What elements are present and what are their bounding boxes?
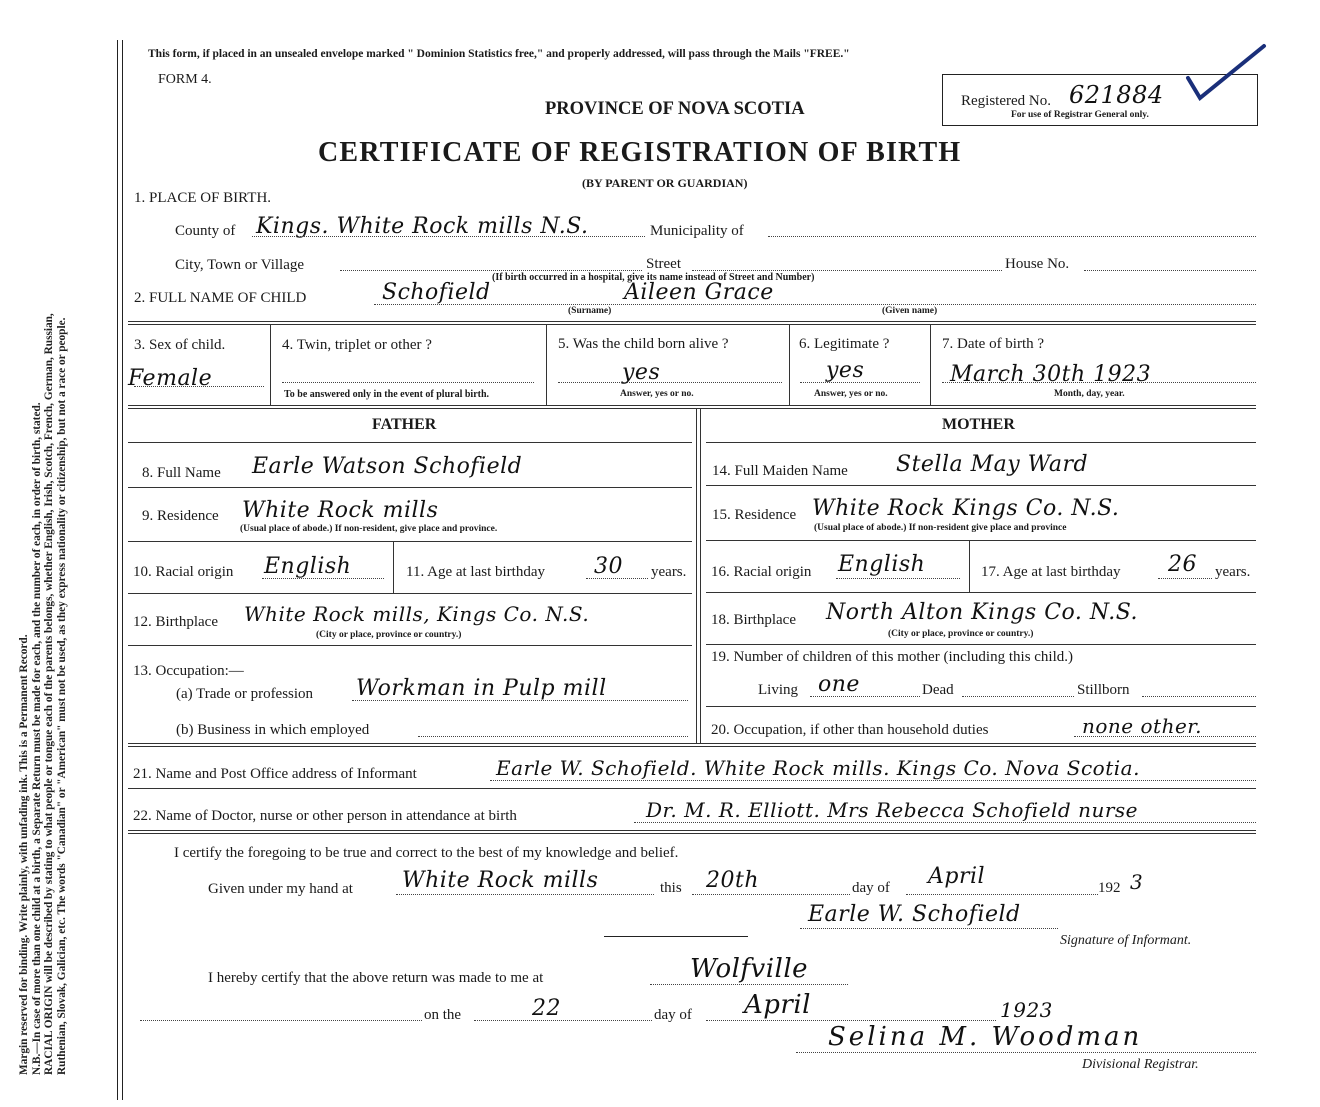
- trade-label: (a) Trade or profession: [176, 686, 314, 702]
- legitimate-value: yes: [826, 358, 865, 383]
- registrar-statement: I hereby certify that the above return was made to me at: [208, 970, 544, 986]
- father-birthplace-note: (City or place, province or country.): [316, 630, 462, 640]
- father-age-years: years.: [651, 564, 687, 580]
- mother-occupation-value: none other.: [1082, 714, 1203, 738]
- registrar-day: 22: [532, 996, 561, 1021]
- trade-value: Workman in Pulp mill: [356, 676, 607, 701]
- given-year: 3: [1130, 870, 1144, 894]
- mother-age-years: years.: [1215, 564, 1251, 580]
- signature-caption: Signature of Informant.: [1060, 933, 1192, 948]
- child-surname: Schofield: [382, 280, 491, 305]
- mother-racial-label: 16. Racial origin: [711, 564, 812, 580]
- document-subtitle: (BY PARENT OR GUARDIAN): [582, 176, 748, 190]
- mother-heading: MOTHER: [942, 416, 1015, 433]
- father-residence-note: (Usual place of abode.) If non-resident, give place and province.: [240, 524, 498, 534]
- informant-value: Earle W. Schofield. White Rock mills. Kings Co. Nova Scotia.: [496, 756, 1140, 780]
- legitimate-note: Answer, yes or no.: [814, 389, 888, 399]
- informant-signature: Earle W. Schofield: [808, 902, 1021, 927]
- municipality-label: Municipality of: [650, 223, 744, 239]
- surname-caption: (Surname): [568, 306, 612, 316]
- county-value: Kings. White Rock mills N.S.: [256, 214, 589, 239]
- father-birthplace-label: 12. Birthplace: [133, 614, 218, 630]
- place-of-birth-heading: 1. PLACE OF BIRTH.: [134, 190, 272, 206]
- registrar-year: 1923: [1000, 998, 1053, 1022]
- mother-residence-label: 15. Residence: [712, 507, 797, 523]
- day-of-label: day of: [852, 880, 890, 896]
- dob-label: 7. Date of birth ?: [942, 336, 1045, 352]
- child-name-label: 2. FULL NAME OF CHILD: [134, 290, 307, 306]
- given-day: 20th: [706, 868, 760, 893]
- dead-label: Dead: [922, 682, 954, 698]
- legitimate-label: 6. Legitimate ?: [799, 336, 890, 352]
- registrar-use-note: For use of Registrar General only.: [1011, 110, 1149, 120]
- doctor-label: 22. Name of Doctor, nurse or other person in attendance at birth: [133, 808, 517, 824]
- informant-label: 21. Name and Post Office address of Informant: [133, 766, 417, 782]
- given-month: April: [928, 864, 986, 889]
- alive-note: Answer, yes or no.: [620, 389, 694, 399]
- father-birthplace-value: White Rock mills, Kings Co. N.S.: [244, 602, 590, 626]
- given-label: Given under my hand at: [208, 881, 353, 897]
- this-label: this: [660, 880, 682, 896]
- father-residence-value: White Rock mills: [242, 498, 439, 523]
- father-age-label: 11. Age at last birthday: [406, 564, 545, 580]
- twin-label: 4. Twin, triplet or other ?: [282, 337, 432, 353]
- father-racial-value: English: [264, 554, 352, 579]
- margin-line-2: N.B.—In case of more than one child at a birth, a Separate Return must be made for each, and the number of each, in order of birth, stated.: [30, 402, 43, 1075]
- registrar-month: April: [744, 990, 811, 1020]
- registrar-caption: Divisional Registrar.: [1082, 1057, 1199, 1072]
- mother-age-value: 26: [1168, 552, 1197, 577]
- city-label: City, Town or Village: [175, 257, 305, 273]
- mother-residence-note: (Usual place of abode.) If non-resident give place and province: [814, 523, 1067, 533]
- given-name-caption: (Given name): [882, 306, 938, 316]
- binding-rule-2: [122, 40, 123, 1100]
- mother-birthplace-label: 18. Birthplace: [711, 612, 796, 628]
- year-prefix: 192: [1098, 880, 1121, 896]
- mother-age-label: 17. Age at last birthday: [981, 564, 1121, 580]
- check-mark-icon: [1180, 40, 1270, 105]
- certification-statement: I certify the foregoing to be true and correct to the best of my knowledge and belief.: [174, 845, 679, 861]
- child-given-names: Aileen Grace: [624, 280, 774, 305]
- mother-racial-value: English: [838, 552, 926, 577]
- margin-line-4: Ruthenian, Slovak, Galician, etc. The words "Canadian" or "American" must not be used, as they express nationality or citizenship, but not a race or people.: [55, 317, 68, 1075]
- registrar-place: Wolfville: [690, 954, 809, 984]
- registrar-day-of-label: day of: [654, 1007, 692, 1023]
- street-label: Street: [646, 256, 681, 272]
- postal-note: This form, if placed in an unsealed envelope marked " Dominion Statistics free," and properly addressed, will pass through the Mails "FREE.": [148, 48, 850, 60]
- alive-value: yes: [622, 360, 661, 385]
- county-label: County of: [175, 223, 236, 239]
- sex-label: 3. Sex of child.: [134, 337, 226, 353]
- living-label: Living: [758, 682, 798, 698]
- occupation-label: 13. Occupation:—: [133, 663, 244, 679]
- stillborn-label: Stillborn: [1077, 682, 1130, 698]
- mother-birthplace-value: North Alton Kings Co. N.S.: [826, 600, 1138, 625]
- sex-value: Female: [128, 366, 213, 391]
- margin-line-1: Margin reserved for binding. Write plainly, with unfading ink. This is a Permanent Record.: [18, 634, 30, 1075]
- business-label: (b) Business in which employed: [176, 722, 370, 738]
- form-number: FORM 4.: [158, 72, 212, 87]
- father-heading: FATHER: [372, 416, 437, 433]
- father-residence-label: 9. Residence: [142, 508, 219, 524]
- mother-name-value: Stella May Ward: [896, 452, 1089, 477]
- registered-label: Registered No.: [961, 93, 1051, 109]
- on-the-label: on the: [424, 1007, 462, 1023]
- father-name-label: 8. Full Name: [142, 465, 221, 481]
- hospital-note: (If birth occurred in a hospital, give its name instead of Street and Number): [492, 272, 815, 283]
- father-racial-label: 10. Racial origin: [133, 564, 234, 580]
- living-value: one: [818, 672, 860, 697]
- binding-rule: [117, 40, 118, 1100]
- document-title: CERTIFICATE OF REGISTRATION OF BIRTH: [318, 137, 962, 168]
- dob-value: March 30th 1923: [950, 362, 1152, 387]
- mother-residence-value: White Rock Kings Co. N.S.: [812, 496, 1120, 521]
- mother-name-label: 14. Full Maiden Name: [712, 463, 848, 479]
- mother-birthplace-note: (City or place, province or country.): [888, 629, 1034, 639]
- father-name-value: Earle Watson Schofield: [252, 454, 523, 479]
- province-heading: PROVINCE OF NOVA SCOTIA: [545, 99, 805, 119]
- children-count-label: 19. Number of children of this mother (including this child.): [711, 649, 1074, 665]
- twin-note: To be answered only in the event of plural birth.: [284, 389, 490, 400]
- margin-instructions: [18, 30, 68, 1075]
- margin-line-3: RACIAL ORIGIN will be described by stating to what people or tongue each of the parents belongs, whether English, Irish, Scotch, French, German, Russian,: [43, 313, 55, 1075]
- house-number-label: House No.: [1005, 256, 1070, 272]
- registered-number: 621884: [1069, 81, 1164, 109]
- given-place: White Rock mills: [402, 868, 599, 893]
- dob-note: Month, day, year.: [1054, 389, 1125, 399]
- registrar-signature: Selina M. Woodman: [828, 1022, 1143, 1052]
- father-age-value: 30: [594, 554, 623, 579]
- alive-label: 5. Was the child born alive ?: [558, 336, 729, 352]
- doctor-value: Dr. M. R. Elliott. Mrs Rebecca Schofield nurse: [646, 798, 1139, 822]
- mother-occupation-label: 20. Occupation, if other than household duties: [711, 722, 989, 738]
